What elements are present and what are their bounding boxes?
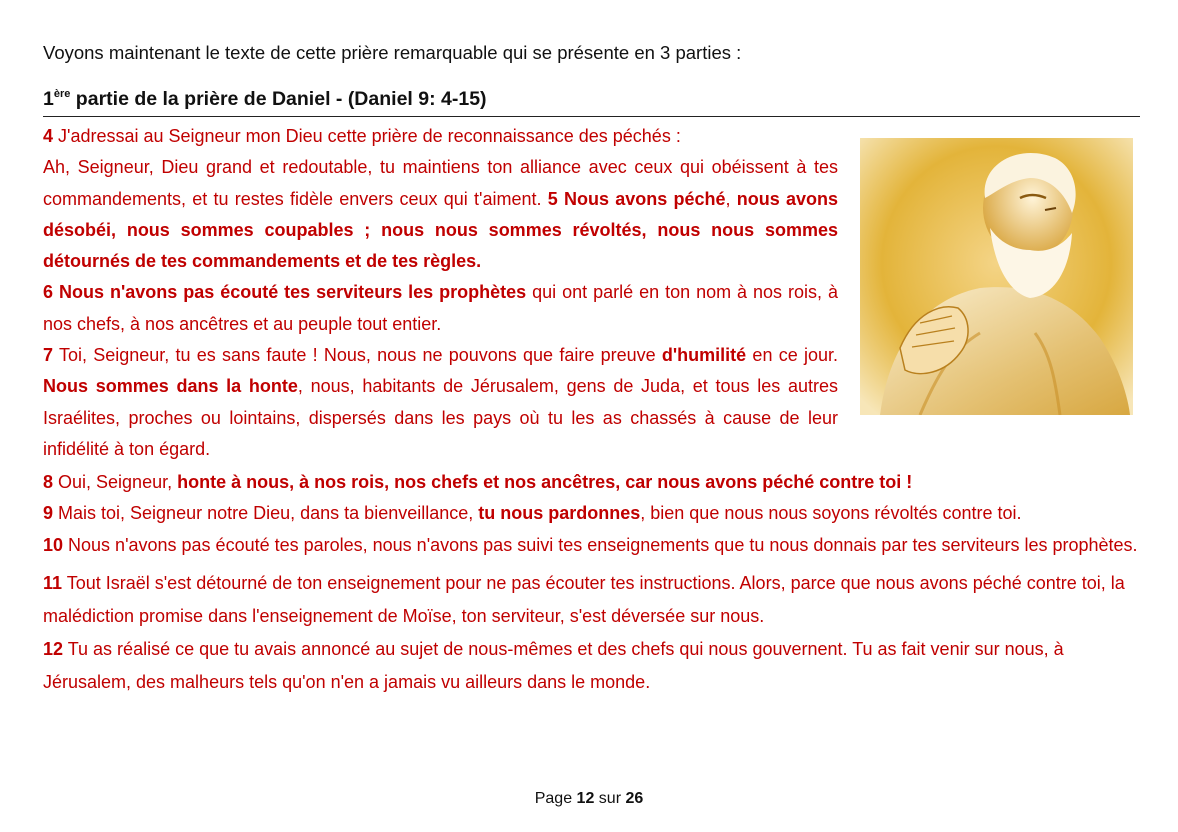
verse-text: , bien que nous nous soyons révoltés contre toi. <box>640 503 1022 524</box>
verse-11 <box>43 567 1138 633</box>
verse-8 <box>43 467 1138 498</box>
verse-emphasis: nous avons désobéi, nous sommes coupables ; nous nous sommes révoltés, nous nous sommes détournés de tes commandements et de tes règles. <box>43 188 838 272</box>
verse-number: 6 <box>43 282 54 303</box>
verse-emphasis: Nous n'avons pas écouté tes serviteurs les prophètes <box>53 282 527 303</box>
verse-emphasis: tu nous pardonnes <box>478 503 641 524</box>
verse-text: en ce jour. <box>746 345 838 366</box>
heading-text: partie de la prière de Daniel - (Daniel 9: 4-15) <box>70 88 487 110</box>
verse-emphasis: d'humilité <box>661 345 747 366</box>
verse-number: 8 <box>43 472 54 492</box>
verse-text: Oui, Seigneur, <box>53 472 178 492</box>
verse-4 <box>43 121 838 152</box>
verse-emphasis: honte à nous, à nos rois, nos chefs et nos ancêtres, car nous avons péché contre toi ! <box>177 472 913 492</box>
verse-text: Nous n'avons pas écouté tes paroles, nous n'avons pas suivi tes enseignements que tu nous donnais par tes serviteurs les prophètes. <box>63 534 1138 555</box>
verse-4-5 <box>43 152 838 277</box>
page-separator: sur <box>594 790 626 807</box>
verses-8-12 <box>43 467 1138 699</box>
praying-prophet-illustration <box>860 138 1133 415</box>
verse-number: 11 <box>43 572 63 593</box>
verse-number: 12 <box>43 638 64 659</box>
verse-7 <box>43 340 838 465</box>
verse-number: 7 <box>43 345 54 366</box>
verse-number: 10 <box>43 534 64 555</box>
verse-9 <box>43 498 1138 529</box>
section-heading <box>43 80 1140 117</box>
verse-text: qui ont parlé en ton nom à nos rois, à nos chefs, à nos ancêtres et au peuple tout entier. <box>43 282 838 334</box>
page-footer <box>0 790 1178 808</box>
verse-text: Mais toi, Seigneur notre Dieu, dans ta bienveillance, <box>53 503 479 524</box>
heading-ordinal-suffix: ère <box>53 88 71 100</box>
verses-4-7 <box>43 121 838 465</box>
verse-emphasis: Nous avons péché <box>557 188 726 209</box>
verse-text: Ah, Seigneur, Dieu grand et redoutable, tu maintiens ton alliance avec ceux qui obéissent à tes commandements, et tu restes fidèle envers ceux qui t'aiment. <box>43 157 838 209</box>
verse-text: , nous, habitants de Jérusalem, gens de Juda, et tous les autres Israélites, proches ou lointains, dispersés dans les pays où tu les as chassés à cause de leur infidélité à ton égard. <box>43 376 838 459</box>
verse-emphasis: Nous sommes dans la honte <box>43 376 298 397</box>
verse-text: Toi, Seigneur, tu es sans faute ! Nous, nous ne pouvons que faire preuve <box>53 345 662 366</box>
verse-12 <box>43 633 1138 699</box>
page-number: 12 <box>576 790 595 807</box>
verse-number: 4 <box>43 126 54 146</box>
intro-text: Voyons maintenant le texte de cette prière remarquable qui se présente en 3 parties : <box>43 42 742 63</box>
verse-text: Tu as réalisé ce que tu avais annoncé au sujet de nous-mêmes et des chefs qui nous gouvernent. Tu as fait venir sur nous, à Jérusalem, des malheurs tels qu'on n'en a jamais vu ailleurs dans le monde. <box>43 638 1064 692</box>
heading-ordinal: 1 <box>43 88 54 110</box>
verse-text: J'adressai au Seigneur mon Dieu cette prière de reconnaissance des péchés : <box>53 126 681 146</box>
verse-6 <box>43 277 838 340</box>
page-total: 26 <box>625 790 644 807</box>
verse-number: 9 <box>43 503 54 524</box>
page-label: Page <box>534 790 577 807</box>
verse-text: , <box>725 188 737 209</box>
verse-10 <box>43 530 1138 561</box>
verse-number: 5 <box>547 188 558 209</box>
verse-text: Tout Israël s'est détourné de ton enseignement pour ne pas écouter tes instructions. Alors, parce que nous avons péché contre toi, la malédiction promise dans l'enseignement de Moïse, ton serviteur, s'est déversée sur nous. <box>43 572 1125 626</box>
